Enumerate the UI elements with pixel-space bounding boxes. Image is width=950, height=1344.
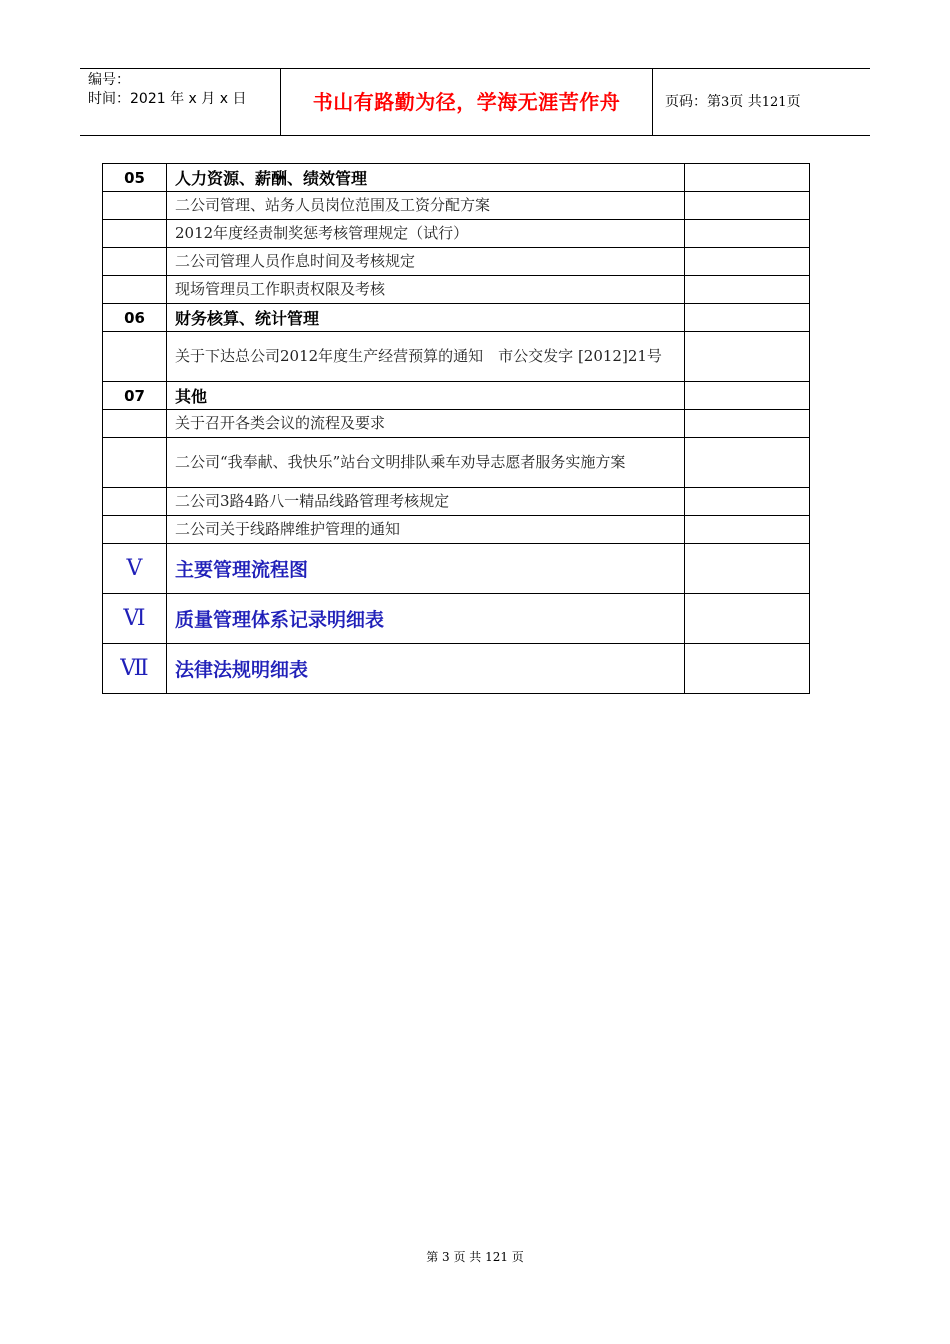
table-row	[103, 248, 810, 276]
blank-cell	[685, 220, 810, 248]
header-code-label: 编号：	[88, 72, 130, 88]
page-mid: 页 共	[729, 94, 762, 110]
section-row	[103, 304, 810, 332]
section-title: 其他	[167, 382, 685, 410]
list-item: 二公司关于线路牌维护管理的通知	[167, 516, 685, 544]
blank-cell	[685, 248, 810, 276]
blank-cell	[685, 192, 810, 220]
table-row	[103, 220, 810, 248]
page-prefix: 页码：第	[665, 94, 721, 110]
blank-cell	[685, 410, 810, 438]
section-number: 07	[103, 382, 167, 410]
blank-cell	[685, 164, 810, 192]
blank-cell	[103, 220, 167, 248]
list-item: 关于下达总公司2012年度生产经营预算的通知 市公交发字 [2012]21号	[167, 332, 685, 382]
index-table	[102, 163, 810, 694]
list-item: 二公司管理人员作息时间及考核规定	[167, 248, 685, 276]
chapter-row	[103, 594, 810, 644]
blank-cell	[685, 438, 810, 488]
header-info	[80, 69, 281, 135]
chapter-row	[103, 544, 810, 594]
list-item: 二公司管理、站务人员岗位范围及工资分配方案	[167, 192, 685, 220]
chapter-title: 法律法规明细表	[167, 644, 685, 694]
blank-cell	[685, 276, 810, 304]
table-row	[103, 488, 810, 516]
blank-cell	[103, 410, 167, 438]
section-title: 财务核算、统计管理	[167, 304, 685, 332]
table-row	[103, 438, 810, 488]
chapter-title: 质量管理体系记录明细表	[167, 594, 685, 644]
blank-cell	[103, 516, 167, 544]
blank-cell	[103, 192, 167, 220]
blank-cell	[103, 276, 167, 304]
section-row	[103, 164, 810, 192]
chapter-number: Ⅴ	[103, 544, 167, 594]
header-motto: 书山有路勤为径，学海无涯苦作舟	[281, 69, 653, 135]
blank-cell	[685, 644, 810, 694]
page-current: 3	[721, 95, 730, 110]
blank-cell	[103, 248, 167, 276]
page-total: 121	[761, 95, 787, 110]
header-page-info	[653, 69, 870, 135]
page-suffix: 页	[786, 94, 801, 110]
table-row	[103, 410, 810, 438]
blank-cell	[103, 488, 167, 516]
blank-cell	[685, 488, 810, 516]
list-item: 现场管理员工作职责权限及考核	[167, 276, 685, 304]
chapter-row	[103, 644, 810, 694]
list-item: 二公司3路4路八一精品线路管理考核规定	[167, 488, 685, 516]
section-title: 人力资源、薪酬、绩效管理	[167, 164, 685, 192]
header-time-label: 时间：2021 年 x 月 x 日	[88, 91, 247, 107]
table-row	[103, 332, 810, 382]
list-item: 二公司“我奉献、我快乐”站台文明排队乘车劝导志愿者服务实施方案	[167, 438, 685, 488]
chapter-number: Ⅶ	[103, 644, 167, 694]
blank-cell	[103, 332, 167, 382]
list-item: 关于召开各类会议的流程及要求	[167, 410, 685, 438]
page-header	[80, 68, 870, 136]
table-row	[103, 192, 810, 220]
blank-cell	[685, 516, 810, 544]
blank-cell	[103, 438, 167, 488]
section-row	[103, 382, 810, 410]
section-number: 06	[103, 304, 167, 332]
list-item: 2012年度经责制奖惩考核管理规定（试行）	[167, 220, 685, 248]
blank-cell	[685, 304, 810, 332]
section-number: 05	[103, 164, 167, 192]
blank-cell	[685, 332, 810, 382]
table-row	[103, 516, 810, 544]
blank-cell	[685, 382, 810, 410]
blank-cell	[685, 594, 810, 644]
chapter-number: Ⅵ	[103, 594, 167, 644]
blank-cell	[685, 544, 810, 594]
table-row	[103, 276, 810, 304]
chapter-title: 主要管理流程图	[167, 544, 685, 594]
page-footer: 第 3 页 共 121 页	[426, 1250, 524, 1264]
